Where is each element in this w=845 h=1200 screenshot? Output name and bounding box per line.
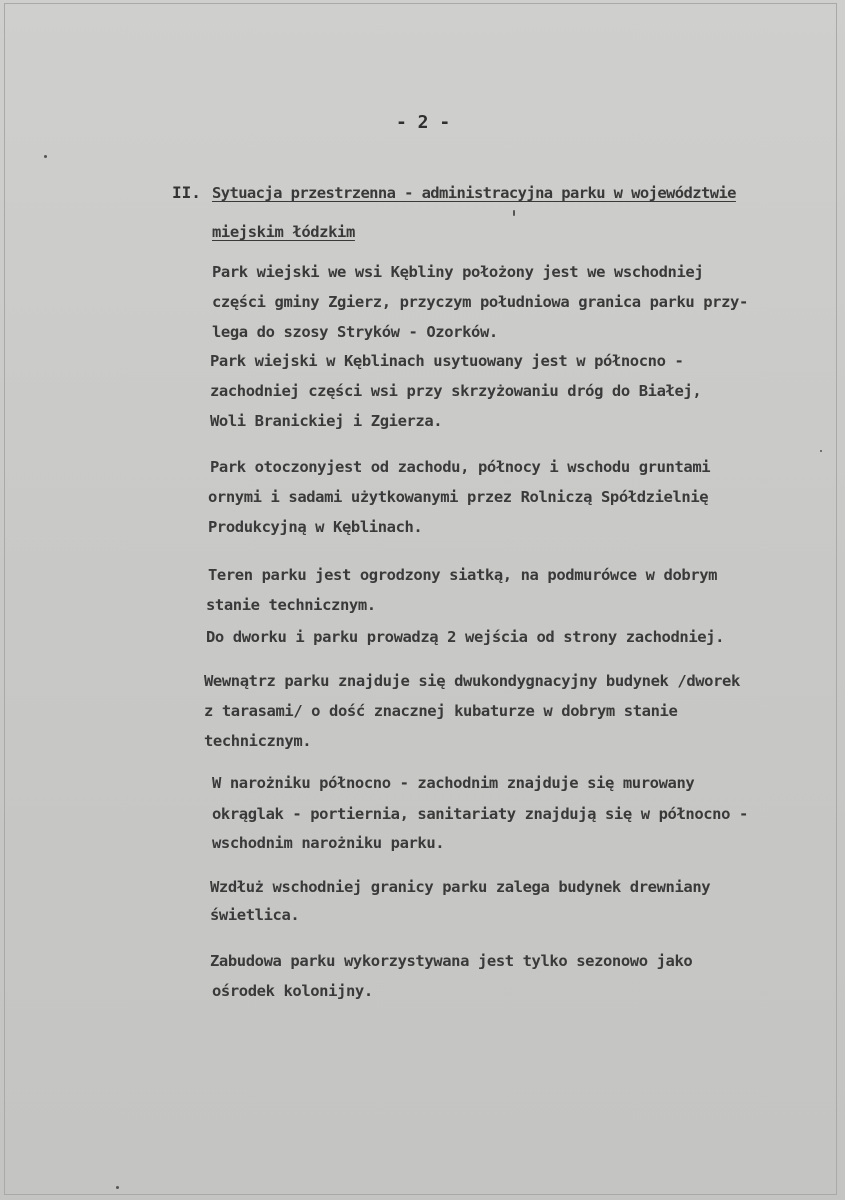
body-line: wschodnim narożniku parku. — [212, 834, 445, 852]
body-line: Teren parku jest ogrodzony siatką, na podmurówce w dobrym — [208, 566, 718, 584]
body-line: Park wiejski w Kęblinach usytuowany jest w północno - — [210, 352, 684, 370]
body-line: Wewnątrz parku znajduje się dwukondygnacyjny budynek /dworek — [204, 672, 740, 690]
body-line: zachodniej części wsi przy skrzyżowaniu dróg do Białej, — [210, 382, 702, 400]
body-line: Park otoczonyjest od zachodu, północy i wschodu gruntami — [210, 458, 711, 476]
section-heading-line-1: Sytuacja przestrzenna - administracyjna parku w województwie — [212, 184, 736, 202]
body-line: ośrodek kolonijny. — [212, 982, 373, 1000]
section-heading-line-2: miejskim łódzkim — [212, 223, 355, 241]
body-line: technicznym. — [204, 732, 312, 750]
paper-speck — [44, 155, 47, 158]
body-line: Produkcyjną w Kęblinach. — [208, 518, 423, 536]
page-number: - 2 - — [396, 112, 451, 133]
page-border — [4, 3, 837, 1195]
body-line: stanie technicznym. — [206, 596, 376, 614]
body-line: Wzdłuż wschodniej granicy parku zalega budynek drewniany — [210, 878, 711, 896]
body-line: ornymi i sadami użytkowanymi przez Rolniczą Spółdzielnię — [208, 488, 709, 506]
body-line: okrąglak - portiernia, sanitariaty znajdują się w północno - — [212, 805, 748, 823]
body-line: z tarasami/ o dość znacznej kubaturze w dobrym stanie — [204, 702, 678, 720]
paper-speck — [513, 210, 515, 216]
body-line: lega do szosy Stryków - Ozorków. — [212, 323, 498, 341]
body-line: Woli Branickiej i Zgierza. — [210, 412, 443, 430]
body-line: W narożniku północno - zachodnim znajduje się murowany — [212, 774, 695, 792]
paper-speck — [116, 1186, 119, 1189]
body-line: Zabudowa parku wykorzystywana jest tylko sezonowo jako — [210, 952, 693, 970]
paper-speck — [820, 450, 822, 452]
body-line: Park wiejski we wsi Kębliny położony jest we wschodniej — [212, 263, 704, 281]
section-number: II. — [172, 183, 201, 202]
body-line: świetlica. — [210, 906, 300, 924]
body-line: Do dworku i parku prowadzą 2 wejścia od strony zachodniej. — [206, 628, 725, 646]
body-line: części gminy Zgierz, przyczym południowa granica parku przy- — [212, 293, 748, 311]
